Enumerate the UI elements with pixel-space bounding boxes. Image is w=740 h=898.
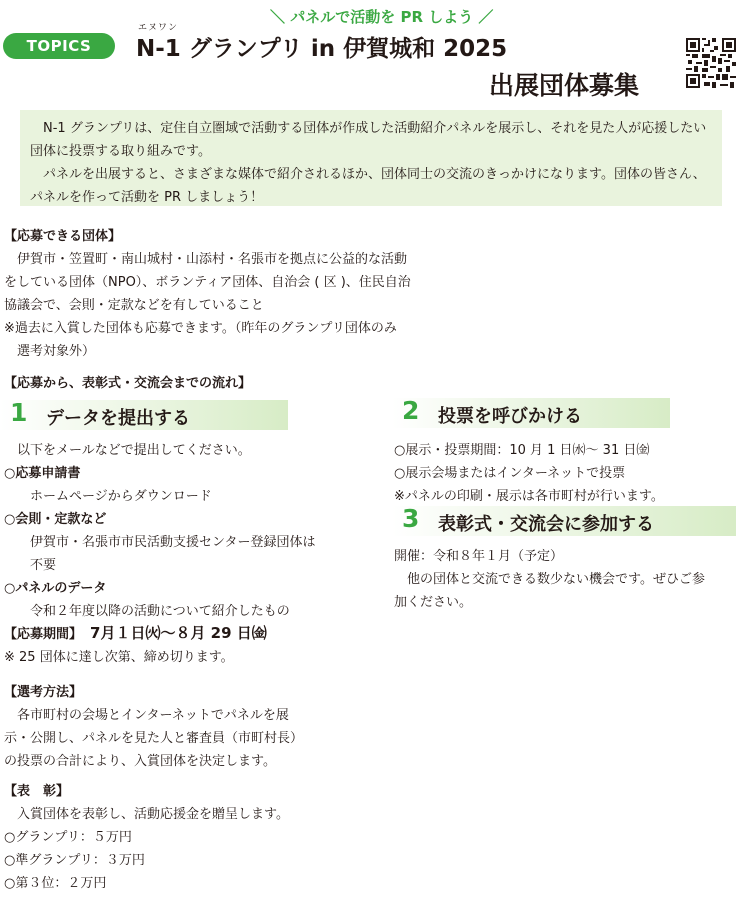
qr-code-icon[interactable] [686, 38, 736, 88]
step-2-note: ※パネルの印刷・展示は各市町村が行います。 [394, 489, 664, 504]
selection-line: 示・公開し、パネルを見た人と審査員（市町村長） [4, 731, 304, 746]
award-prize: ○準グランプリ：３万円 [4, 853, 145, 868]
selection-line: 各市町村の会場とインターネットでパネルを展 [17, 708, 289, 723]
award-line: 入賞団体を表彰し、活動応援金を贈呈します。 [17, 807, 289, 822]
step-1-item-detail: 伊賀市・名張市市民活動支援センター登録団体は [30, 535, 316, 550]
step-3-line: 他の団体と交流できる数少ない機会です。ぜひご参 [407, 572, 705, 587]
eligible-line: 伊賀市・笠置町・南山城村・山添村・名張市を拠点に公益的な活動 [17, 252, 408, 267]
selection-heading: 【選考方法】 [4, 685, 83, 700]
step-2-label: 投票を呼びかける [438, 406, 582, 427]
step-2-header [392, 398, 670, 428]
step-1-item-title: ○会則・定款など [4, 512, 107, 527]
period-dates: 7月１日㈫～８月 29 日㈮ [90, 624, 267, 642]
step-3-body [394, 545, 705, 614]
period-section [4, 622, 267, 669]
topics-badge: TOPICS [3, 33, 115, 59]
selection-line: の投票の合計により、入賞団体を決定します。 [4, 754, 276, 769]
award-prize: ○第３位：２万円 [4, 876, 107, 891]
step-3-line: 開催：令和８年１月（予定） [394, 549, 564, 564]
flow-heading: 【応募から、表彰式・交流会までの流れ】 [4, 376, 252, 391]
step-1-item-detail: ホームページからダウンロード [30, 489, 212, 504]
step-1-body [4, 439, 315, 623]
step-3-number: 3 [402, 504, 420, 533]
award-heading: 【表 彰】 [4, 784, 70, 799]
step-1-item-detail: 令和２年度以降の活動について紹介したもの [30, 604, 290, 619]
step-1-label: データを提出する [46, 408, 190, 429]
step-1-item-title: ○応募申請書 [4, 466, 81, 481]
eligible-heading: 【応募できる団体】 [4, 229, 122, 244]
eligible-note: 選考対象外） [17, 344, 96, 359]
period-note: ※ 25 団体に達し次第、締め切ります。 [4, 650, 234, 665]
step-3-header [392, 506, 736, 536]
step-2-body [394, 439, 664, 508]
step-3-label: 表彰式・交流会に参加する [438, 514, 654, 535]
step-1-intro: 以下をメールなどで提出してください。 [17, 443, 251, 458]
page-subtitle: 出展団体募集 [489, 71, 640, 100]
step-2-line: ○展示会場またはインターネットで投票 [394, 466, 626, 481]
period-heading: 【応募期間】 [4, 627, 83, 642]
eligible-line: をしている団体（NPO）、ボランティア団体、自治会 ( 区 )、住民自治 [4, 275, 411, 290]
tagline: ＼ パネルで活動を PR しよう ／ [270, 8, 494, 26]
step-2-line: ○展示・投票期間：10 月 1 日㈬～ 31 日㈮ [394, 443, 650, 458]
intro-paragraph-2: パネルを出展すると、さまざまな媒体で紹介されるほか、団体同士の交流のきっかけになります。団体の皆さん、パネルを作って活動を PR しましょう！ [30, 167, 706, 205]
step-3-line: 加ください。 [394, 595, 473, 610]
award-section [4, 780, 289, 895]
step-2-number: 2 [402, 396, 420, 425]
intro-box [20, 110, 722, 206]
step-1-header [0, 400, 288, 430]
step-1-item-detail: 不要 [30, 558, 57, 573]
page-title: N-1 グランプリ in 伊賀城和 2025 [136, 36, 508, 62]
eligible-note: ※過去に入賞した団体も応募できます。（昨年のグランプリ団体のみ [4, 321, 397, 336]
award-prize: ○グランプリ：５万円 [4, 830, 132, 845]
eligible-section [4, 225, 411, 363]
step-1-number: 1 [10, 398, 28, 427]
title-ruby: エヌワン [138, 23, 179, 33]
intro-paragraph-1: N-1 グランプリは、定住自立圏域で活動する団体が作成した活動紹介パネルを展示し、それを見た人が応援したい団体に投票する取り組みです。 [30, 121, 707, 159]
selection-section [4, 681, 303, 773]
step-1-item-title: ○パネルのデータ [4, 581, 107, 596]
eligible-line: 協議会で、会則・定款などを有していること [4, 298, 264, 313]
